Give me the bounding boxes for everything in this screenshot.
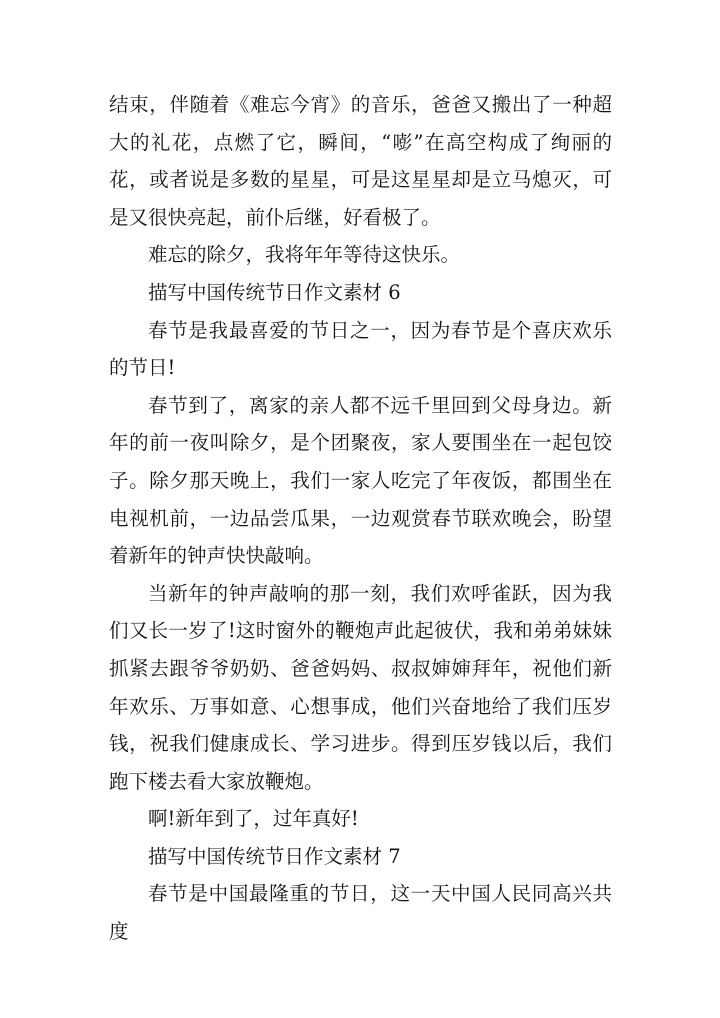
paragraph-exclamation: 啊!新年到了，过年真好! [148,807,359,831]
paragraph-intro: 春节是我最喜爱的节日之一，因为春节是个喜庆欢乐的节日! [109,318,612,380]
paragraph-midnight: 当新年的钟声敲响的那一刻，我们欢呼雀跃，因为我们又长一岁了!这时窗外的鞭炮声此起彼伏，我和弟弟妹妹抓紧去跟爷爷奶奶、爸爸妈妈、叔叔婶婶拜年，祝他们新年欢乐、万事如意、心想事成，他们兴奋地给了我们压岁钱，祝我们健康成长、学习进步。得到压岁钱以后，我们跑下楼去看大家放鞭炮。 [109,581,612,793]
document-page [109,86,612,951]
paragraph-continuation: 结束，伴随着《难忘今宵》的音乐，爸爸又搬出了一种超大的礼花，点燃了它，瞬间，“嘭”在高空构成了绚丽的花，或者说是多数的星星，可是这星星却是立马熄灭，可是又很快亮起，前仆后继，好看极了。 [109,93,612,229]
paragraph-closing-line: 难忘的除夕，我将年年等待这快乐。 [148,243,461,267]
section-heading-6: 描写中国传统节日作文素材 6 [148,280,401,304]
section-heading-7: 描写中国传统节日作文素材 7 [148,844,401,868]
paragraph-final: 春节是中国最隆重的节日，这一天中国人民同高兴共度 [109,882,612,944]
paragraph-new-year-eve: 春节到了，离家的亲人都不远千里回到父母身边。新年的前一夜叫除夕，是个团聚夜，家人要围坐在一起包饺子。除夕那天晚上，我们一家人吃完了年夜饭，都围坐在电视机前，一边品尝瓜果，一边观赏春节联欢晚会，盼望着新年的钟声快快敲响。 [109,393,612,568]
